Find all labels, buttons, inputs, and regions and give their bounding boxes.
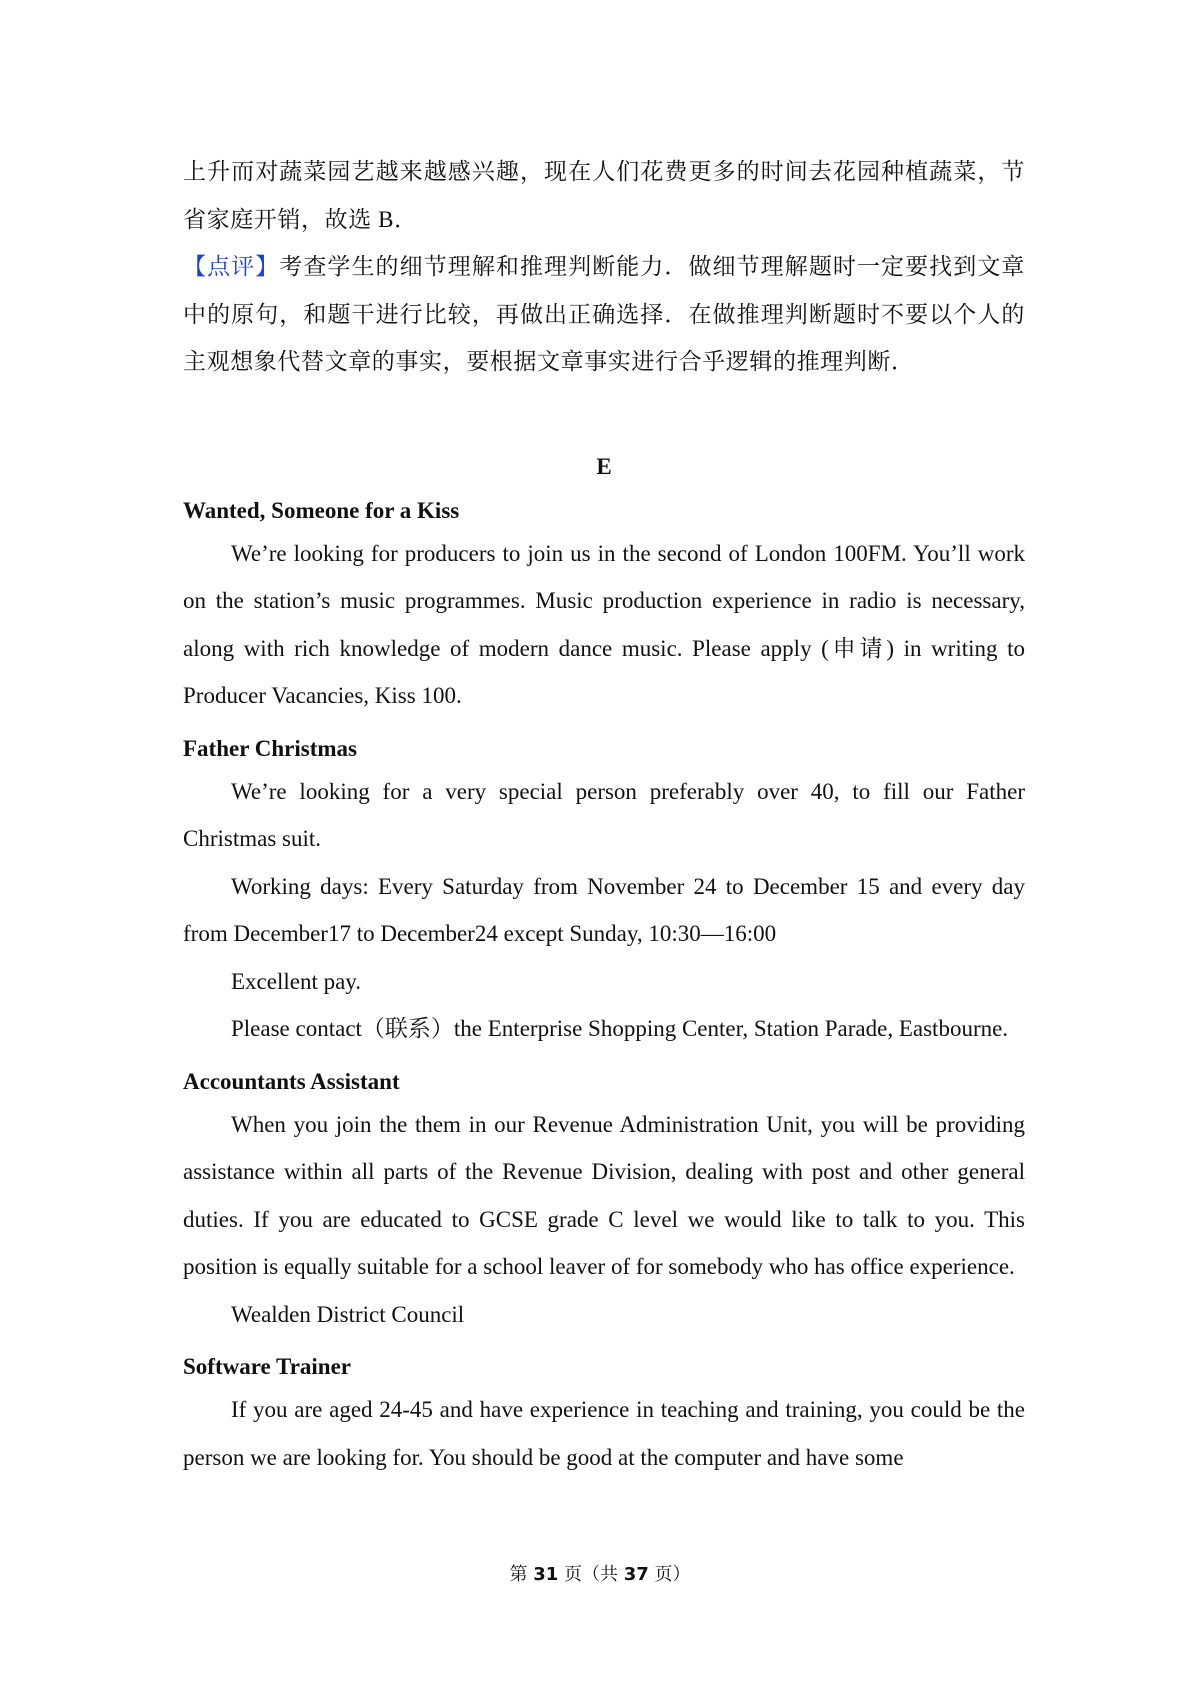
ad-paragraph: Excellent pay. xyxy=(231,968,362,994)
ad-title: Father Christmas xyxy=(183,735,357,761)
ad-father-christmas xyxy=(183,734,1025,1053)
footer-suffix: 页） xyxy=(648,1564,691,1585)
ad-paragraph: When you join the them in our Revenue Administration Unit, you will be providing assistance within all parts of the Revenue Division, dealing with post and other general duties. If you are educated to GCSE grade C level we would like to talk to you. This position is equally suitable for a school leaver of for somebody who has office experience. xyxy=(183,1111,1025,1279)
intro-paragraph: 上升而对蔬菜园艺越来越感兴趣，现在人们花费更多的时间去花园种植蔬菜，节省家庭开销，故选 B． xyxy=(183,159,1025,232)
ad-software-trainer xyxy=(183,1352,1025,1481)
ad-paragraph: Please contact（联系）the Enterprise Shopping Center, Station Parade, Eastbourne. xyxy=(231,1016,1009,1041)
ad-accountants-assistant xyxy=(183,1067,1025,1339)
ad-title: Software Trainer xyxy=(183,1354,351,1379)
total-page-number: 37 xyxy=(623,1564,649,1585)
ad-title: Wanted, Someone for a Kiss xyxy=(183,497,460,523)
footer-middle: 页（共 xyxy=(558,1564,624,1585)
comment-paragraph xyxy=(183,243,1025,386)
comment-tag: 【点评】 xyxy=(183,254,280,279)
section-letter: E xyxy=(596,453,612,479)
ad-paragraph: We’re looking for producers to join us in the second of London 100FM. You’ll work on the station’s music programmes. Music production experience in radio is necessary, along with rich knowledge of modern dance music. Please apply (申请) in writing to Producer Vacancies, Kiss 100. xyxy=(183,540,1025,708)
current-page-number: 31 xyxy=(533,1564,559,1585)
footer-prefix: 第 xyxy=(509,1564,534,1585)
ad-paragraph: Working days: Every Saturday from November 24 to December 15 and every day from December17 to December24 except Sunday, 10:30—16:00 xyxy=(183,873,1025,946)
ad-title: Accountants Assistant xyxy=(183,1068,400,1094)
ad-paragraph: We’re looking for a very special person preferably over 40, to fill our Father Christmas suit. xyxy=(183,778,1025,851)
ad-paragraph: If you are aged 24-45 and have experience in teaching and training, you could be the person we are looking for. You should be good at the computer and have some xyxy=(183,1397,1025,1470)
page-footer xyxy=(0,1560,1200,1586)
comment-text: 考查学生的细节理解和推理判断能力．做细节理解题时一定要找到文章中的原句，和题干进行比较，再做出正确选择．在做推理判断题时不要以个人的主观想象代替文章的事实，要根据文章事实进行合乎逻辑的推理判断． xyxy=(183,254,1025,374)
ad-kiss xyxy=(183,496,1025,720)
page-content xyxy=(183,148,1025,1481)
ad-paragraph: Wealden District Council xyxy=(231,1301,465,1327)
